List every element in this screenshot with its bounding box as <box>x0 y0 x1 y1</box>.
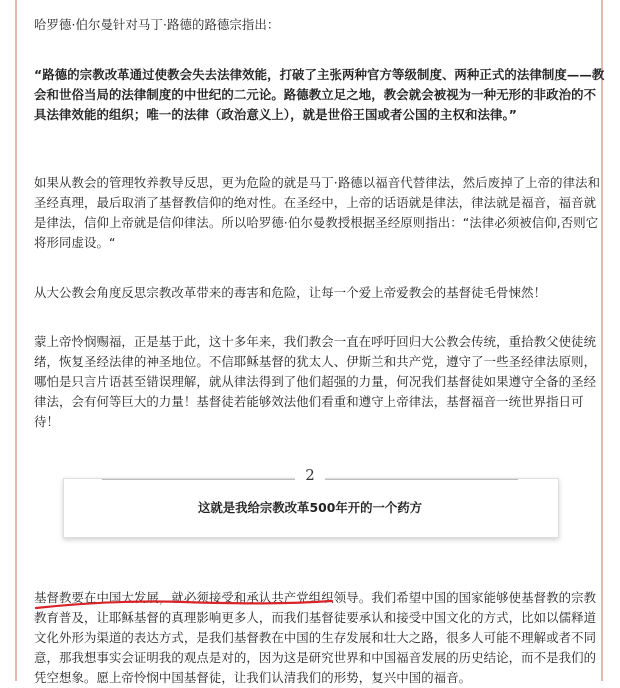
quote-paragraph: “路德的宗教改革通过使教会失去法律效能，打破了主张两种官方等级制度、两种正式的法律制度——教会和世俗当局的法律制度的中世纪的二元论。路德教立足之地，教会就会被视为一种无形的非政治的不具法律效能的组织；唯一的法律（政治意义上），就是世俗王国或者公国的主权和法律。” <box>34 67 605 122</box>
intro-paragraph: 哈罗德·伯尔曼针对马丁·路德的路德宗指出： <box>34 17 280 32</box>
body-paragraph-1: 如果从教会的管理牧养教导反思，更为危险的就是马丁·路德以福音代替律法，然后废掉了上帝的律法和圣经真理，最后取消了基督教信仰的绝对性。在圣经中，上帝的话语就是律法，律法就是福音，福音就是律法，信仰上帝就是信仰律法。所以哈罗德·伯尔曼教授根据圣经原则指出：“法律必须被信仰,否则它将形同虚设。“ <box>34 175 601 250</box>
section-number: 2 <box>295 466 325 484</box>
body-paragraph-2: 从大公教会角度反思宗教改革带来的毒害和危险，让每一个爱上帝爱教会的基督徒毛骨悚然！ <box>34 285 547 300</box>
handwritten-underline <box>34 598 334 612</box>
body-paragraph-4: 基督教要在中国大发展，就必须接受和承认共产党组织领导。我们希望中国的国家能够使基督教的宗教教育普及，让耶稣基督的真理影响更多人，而我们基督徒要承认和接受中国文化的方式，比如以儒释道文化外形为渠道的表达方式，是我们基督教在中国的生存发展和壮大之路，很多人可能不理解或者不同意，那我想事实会证明我的观点是对的，因为这是研究世界和中国福音发展的历史结论，而不是我们的凭空想象。愿上帝怜悯中国基督徒，让我们认清我们的形势，复兴中国的福音。 <box>34 590 597 685</box>
section-title: 这就是我给宗教改革500年开的一个药方 <box>197 500 423 515</box>
body-paragraph-3: 蒙上帝怜悯赐福，正是基于此，这十多年来，我们教会一直在呼吁回归大公教会传统，重拾教父使徒统绪，恢复圣经法律的神圣地位。不信耶稣基督的犹太人、伊斯兰和共产党，遵守了一些圣经律法原则，哪怕是只言片语甚至错误理解，就从律法得到了他们超强的力量，何况我们基督徒如果遵守全备的圣经律法，会有何等巨大的力量！基督徒若能够效法他们看重和遵守上帝律法，基督福音一统世界指日可待！ <box>34 334 597 429</box>
